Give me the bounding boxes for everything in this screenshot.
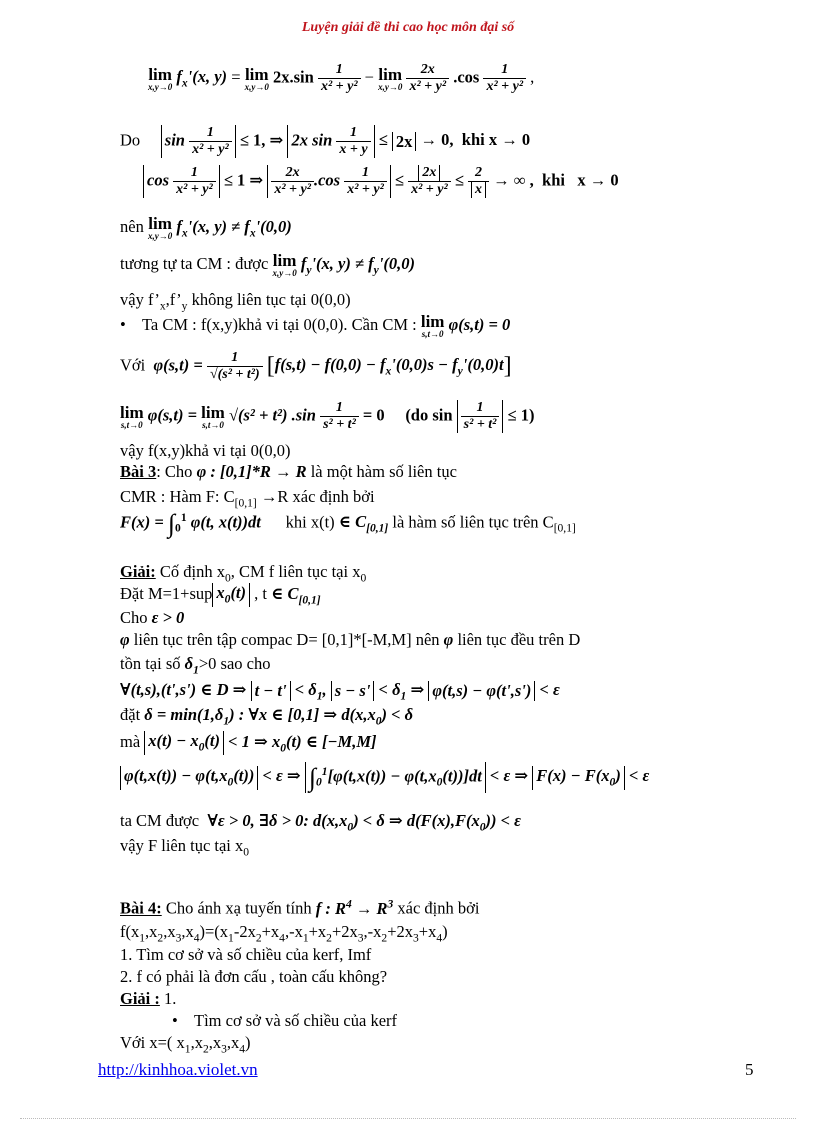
solution-3-intro: Giải: Cố định $x_0$, CM f liên tục tại $x_0$: [120, 562, 367, 585]
equation-f-linear-map: $f(x_1,x_2,x_3,x_4)=(x_1-2x_2+x_4,-x_1+x_2+2x_3,-x_2+2x_3+x_4)$: [120, 922, 448, 945]
question-1: 1. Tìm cơ sở và số chiều của kerf, Imf: [120, 945, 372, 964]
equation-phi-def: Với φ(s,t) = $\frac{1}{\text{√(s² + t²)}}$ $[f(s,t) - f(0,0) - f_x'(0,0)s - f_y'(0,0)t]$: [120, 350, 512, 383]
paragraph-voi-x: Với x=( $x_1,x_2,x_3,x_4$): [120, 1033, 251, 1056]
equation-limit-fx: lim x,y→0 $f_x'(x$, y) = lim x,y→0 2x.sin $\frac{1}{\text{x² + y²}}$ − lim x,y→0 $\frac{2x}{\text{x² + y²}}$ .cos $\frac{1}{\text{x² + y²}}$ ,: [148, 62, 535, 95]
paragraph-ma: mà $x(t) - x_0(t) < 1$ ⇒ $x_0(t)$ ∈ [−M,M]: [120, 731, 377, 755]
problem-4-statement: Bài 4: Cho ánh xạ tuyến tính f : $R^4 \to R^3$ xác định bởi: [120, 898, 480, 918]
text-voi: Với: [120, 355, 146, 375]
paragraph-do: Do sin $\frac{1}{\text{x² + y²}}$ ≤ 1, ⇒ 2x sin $\frac{1}{x + y}$ ≤ 2x → 0, khi x → 0: [120, 125, 531, 158]
paragraph-cho-eps: Cho ε > 0: [120, 608, 185, 627]
text-kerf: Tìm cơ sở và số chiều của kerf: [194, 1011, 398, 1030]
paragraph-dat-m: Đặt M=1+sup $x_0(t)$ , t ∈ $C_{[0,1]}$: [120, 583, 321, 607]
footer-link[interactable]: http://kinhhoa.violet.vn: [98, 1060, 258, 1079]
paragraph-ton-tai: tồn tại số $\delta_1>0$ sao cho: [120, 654, 271, 677]
solution-4-intro: [120, 989, 176, 1009]
text-nen: nên: [120, 216, 144, 236]
equation-integral-inequality: $\varphi(t,x(t)) - \varphi(t,x_0(t)) < \varepsilon$ ⇒ $\int_0^1[\varphi(t,x(t)) - \varphi(t,x_0(t))]dt < \varepsilon$ ⇒ $F(x) - F(x_0) < \varepsilon$: [120, 762, 649, 793]
paragraph-phi-lien-tuc: φ liên tục trên tập compac D= [0,1]*[-M,M] nên φ liên tục đều trên D: [120, 630, 581, 649]
paragraph-tuong-tu: tương tự ta CM : được lim x,y→0 $f_y'(x$, $y) \ne f_y'(0,0)$: [120, 251, 416, 278]
page-divider: [20, 1118, 796, 1119]
page-header: Luyện giải đề thi cao học môn đại số: [301, 20, 515, 35]
equation-uniform-continuity: ∀(t,s),(t',s') ∈ D ⇒ $t - t' < \delta_1$, $s - s' < \delta_1$ ⇒ φ(t,s) − φ(t',s') < ε: [120, 680, 560, 703]
text-do: Do: [120, 130, 141, 150]
paragraph-nen: nên lim x,y→0 $f_x'(x$, $y) \ne f_x'(0,0)$: [120, 214, 292, 241]
text-ta-cm: Ta CM : f(x,y)khả vi tại 0(0,0). Cần CM :: [142, 314, 417, 334]
solution-label: Giải:: [120, 562, 156, 581]
equation-cos-bound: cos $\frac{1}{\text{x² + y²}}$ ≤ 1 ⇒ $\frac{2x}{\text{x² + y²}}$ .cos $\frac{1}{\text{x² + y²}}$ ≤ $\frac{2x}{\text{x² + y²}}$ ≤ $\frac{2}{x}$ → ∞ , khi x → 0: [143, 165, 619, 198]
problem-3-label: Bài 3: [120, 462, 157, 481]
equation-phi-limit: lim s,t→0 φ(s,t) = lim s,t→0 √(s² + t²) .sin $\frac{1}{\text{s² + t²}}$ = 0 (do sin $\frac{1}{\text{s² + t²}}$ ≤ 1): [120, 400, 535, 433]
text-tuong-tu: tương tự ta CM : được: [120, 253, 269, 273]
bullet-kerf: • Tìm cơ sở và số chiều của kerf: [172, 1011, 398, 1030]
solution-4-number: 1.: [159, 989, 177, 1008]
paragraph-vay-fx-fy: vậy $f’_x,f’_y$ không liên tục tại 0(0,0): [120, 290, 351, 313]
paragraph-vay-F: vậy F liên tục tại $x_0$: [120, 836, 250, 859]
paragraph-cmr: CMR : Hàm F: $C_{[0,1]} \to R$ xác định bởi: [120, 487, 375, 510]
equation-F-definition: $F(x) = \int_0^1$ φ(t, x(t))dt khi x(t) ∈ $C_{[0,1]}$ là hàm số liên tục trên $C_{[0,1]}$: [120, 509, 576, 538]
problem-3-statement: Bài 3: Cho φ : [0,1]*R → R là một hàm số liên tục: [120, 462, 457, 481]
paragraph-vay-kha-vi: vậy f(x,y)khả vi tại 0(0,0): [120, 441, 291, 460]
paragraph-ta-cm-duoc: ta CM được ∀ε > 0, ∃δ > 0: $d(x,x_0) < \delta$ ⇒ $d(F(x),F(x_0)) < \varepsilon$: [120, 811, 521, 834]
question-2: 2. f có phải là đơn cấu , toàn cấu không?: [120, 967, 388, 986]
problem-4-label: Bài 4:: [120, 898, 162, 918]
solution-4-label: Giải :: [120, 989, 160, 1008]
bullet-ta-cm: • Ta CM : f(x,y)khả vi tại 0(0,0). Cần CM : lim s,t→0 φ(s,t) = 0: [120, 312, 511, 339]
page-number: 5: [745, 1060, 754, 1079]
paragraph-dat-delta: đặt $\delta = \min(1,\delta_1)$ : ∀x ∈ [0,1] ⇒ $d(x,x_0) < \delta$: [120, 705, 414, 728]
